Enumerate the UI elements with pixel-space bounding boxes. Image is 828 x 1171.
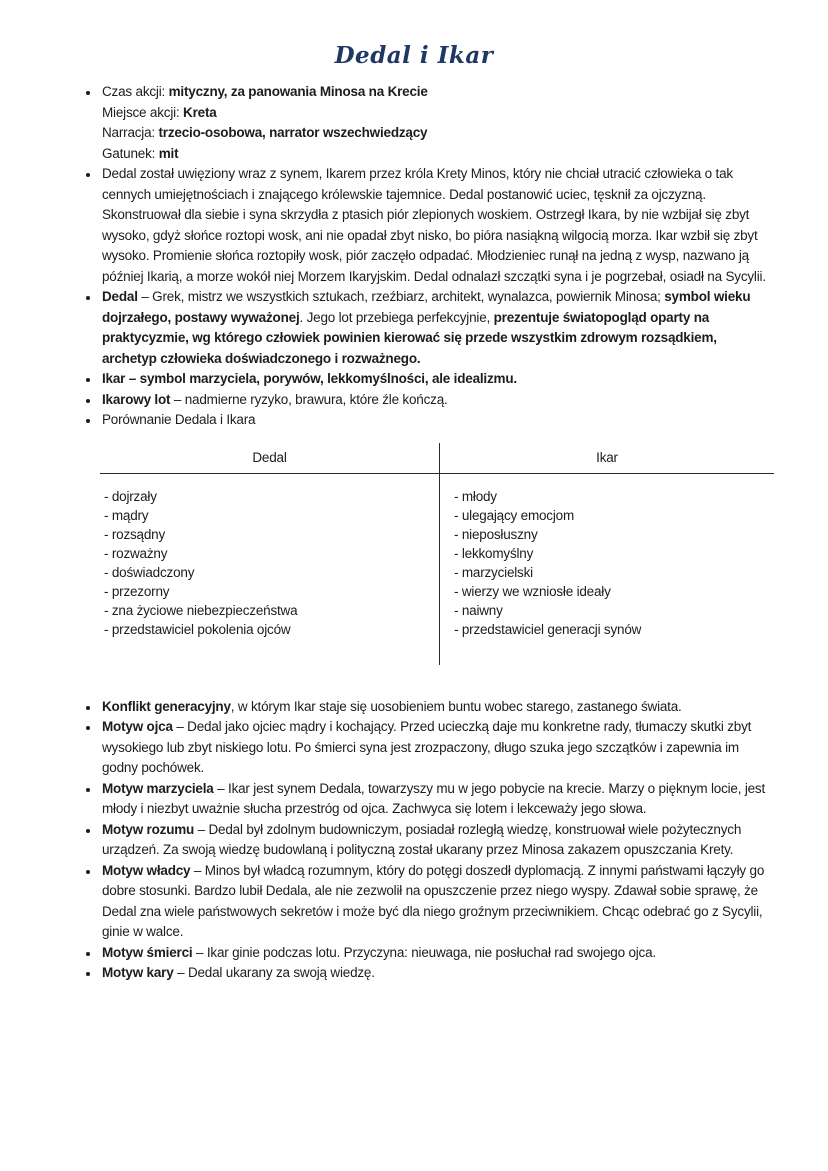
bullet-item	[100, 369, 774, 390]
bold-text: Motyw kary	[102, 965, 174, 980]
bullet-item	[100, 164, 774, 287]
text-line	[102, 164, 774, 287]
table-cell: - wierzy we wzniosłe ideały	[454, 583, 611, 599]
text: – Grek, mistrz we wszystkich sztukach, rzeźbiarz, architekt, wynalazca, powiernik Minosa;	[137, 289, 665, 304]
bold-text: mit	[158, 145, 179, 161]
text-line	[102, 717, 774, 779]
text-line	[102, 103, 774, 124]
table-cell: - doświadczony	[104, 564, 195, 580]
table-cell: - przedstawiciel generacji synów	[454, 621, 642, 637]
bold-text: symbol wieku dojrzałego, postawy wyważonej	[102, 289, 751, 325]
text: Miejsce akcji:	[102, 104, 184, 120]
bullet-item	[100, 779, 774, 820]
text: Dedal został uwięziony wraz z synem, Ikarem przez króla Krety Minos, który nie chciał utracić człowieka o tak cennych umiejętnościach i znającego królewskie tajemnice. Dedal postanowić uciec, tęsknił za ojczyzną. Skonstruował dla siebie i syna skrzydła z ptasich piór zlepionych woskiem. Ostrzegł Ikara, by nie wzbijał się zbyt wysoko, gdyż słońce roztopi wosk, ani nie opadał zbyt nisko, bo pióra nasiąkną wilgocią morza. Ikar wzbił się zbyt wysoko. Promienie słońca roztopiły wosk, piór zaczęło odpadać. Młodzieniec runął na jedną z wysp, nazwano ją później Ikarią, a morze wokół niej Morzem Ikaryjskim. Dedal odnalazł szczątki syna i je pogrzebał, osiadł na Sycylii.	[102, 166, 766, 284]
bold-text: Motyw śmierci	[102, 944, 193, 960]
table-header-ikar: Ikar	[440, 443, 774, 474]
bold-text: Dedal	[102, 289, 138, 304]
bold-text: Motyw ojca	[102, 719, 173, 734]
table-cell: - rozsądny	[104, 526, 166, 542]
table-cell: - dojrzały	[104, 488, 157, 504]
table-cell: - marzycielski	[454, 564, 533, 580]
text-line	[102, 369, 774, 390]
bullet-item	[100, 697, 774, 718]
text: – nadmierne ryzyko, brawura, które źle kończą.	[170, 391, 448, 407]
text-line	[102, 390, 774, 411]
text: , w którym Ikar staje się uosobieniem buntu wobec starego, zastanego świata.	[230, 698, 682, 714]
table-cell: - młody	[454, 488, 497, 504]
comparison-table	[100, 443, 774, 665]
bold-text: mityczny, za panowania Minosa na Krecie	[168, 84, 428, 99]
bold-text: Motyw rozumu	[102, 821, 195, 837]
text-line	[102, 779, 774, 820]
page-title: Dedal i Ikar	[334, 42, 494, 69]
bullet-item	[100, 82, 774, 164]
table-cell: - ulegający emocjom	[454, 507, 575, 523]
bold-text: Konflikt generacyjny	[102, 698, 231, 714]
table-cell: - zna życiowe niebezpieczeństwa	[104, 602, 298, 618]
text-line	[102, 410, 774, 431]
notes-list-bottom	[0, 697, 828, 984]
text: – Dedal jako ojciec mądry i kochający. Przed ucieczką daje mu konkretne rady, tłumaczy skutki zbyt wysokiego lub zbyt niskiego lotu. Po śmierci syna jest zrozpaczony, długo szuka jego szczątków i zapewnia im godny pochówek.	[102, 719, 752, 775]
bullet-item	[100, 717, 774, 779]
text-line	[102, 287, 774, 369]
text-line	[102, 123, 774, 144]
text: Gatunek:	[102, 145, 159, 161]
table-cell: - naiwny	[454, 602, 503, 618]
bold-text: trzecio-osobowa, narrator wszechwiedzący	[158, 125, 428, 140]
table-header-dedal: Dedal	[100, 443, 439, 474]
table-cells-dedal	[100, 474, 439, 665]
text: . Jego lot przebiega perfekcyjnie,	[299, 309, 494, 325]
text: Czas akcji:	[102, 84, 169, 99]
table-column-dedal	[100, 443, 440, 665]
table-cell: - mądry	[104, 507, 149, 523]
text: – Minos był władcą rozumnym, który do potęgi doszedł dyplomacją. Z innymi państwami łączyły go dobre stosunki. Bardzo lubił Dedala, ale nie zezwolił na opuszczenie przez niego wyspy. Zdawał sobie sprawę, że Dedal zna wiele państwowych sekretów i może być dla niego groźnym przeciwnikiem. Chcąc odebrać go z Sycylii, ginie w walce.	[102, 862, 765, 939]
text: – Dedal był zdolnym budowniczym, posiadał rozległą wiedzę, konstruował wiele pożytecznych urządzeń. Za swoją wiedzę budowlaną i polityczną został ukarany przez Minosa zakazem opuszczania Krety.	[102, 821, 742, 857]
bullet-item	[100, 963, 774, 984]
bold-text: Kreta	[183, 104, 217, 120]
text-line	[102, 697, 774, 718]
bullet-item	[100, 820, 774, 861]
text: Porównanie Dedala i Ikara	[102, 412, 256, 427]
table-column-ikar	[440, 443, 774, 665]
text: – Ikar ginie podczas lotu. Przyczyna: nieuwaga, nie posłuchał rad swojego ojca.	[192, 944, 656, 960]
text: – Dedal ukarany za swoją wiedzę.	[173, 965, 375, 980]
bullet-item	[100, 861, 774, 943]
table-cell: - przedstawiciel pokolenia ojców	[104, 621, 291, 637]
bold-text: Ikar – symbol marzyciela, porywów, lekkomyślności, ale idealizmu.	[102, 371, 517, 386]
text-line	[102, 963, 774, 984]
text: – Ikar jest synem Dedala, towarzyszy mu w jego pobycie na krecie. Marzy o pięknym locie, jest młody i niezbyt uważnie słucha przestróg od ojca. Zachwyca się lotem i lekceważy jego słowa.	[102, 780, 766, 816]
table-cell: - rozważny	[104, 545, 168, 561]
text-line	[102, 943, 774, 964]
table-cells-ikar	[440, 474, 774, 665]
bullet-item	[100, 943, 774, 964]
bold-text: prezentuje światopogląd oparty na praktycyzmie, wg którego człowiek powinien kierować się przede wszystkim zdrowym rozsądkiem, archetyp człowieka doświadczonego i rozważnego.	[102, 309, 717, 366]
bold-text: Motyw władcy	[102, 862, 191, 878]
table-cell: - przezorny	[104, 583, 170, 599]
table-cell: - nieposłuszny	[454, 526, 538, 542]
bold-text: Ikarowy lot	[102, 391, 171, 407]
bold-text: Motyw marzyciela	[102, 780, 214, 796]
text-line	[102, 82, 774, 103]
text: Narracja:	[102, 125, 159, 140]
bullet-item	[100, 390, 774, 411]
text-line	[102, 820, 774, 861]
notes-list-top	[0, 82, 828, 431]
table-cell: - lekkomyślny	[454, 545, 534, 561]
bullet-item	[100, 410, 774, 431]
bullet-item	[100, 287, 774, 369]
text-line	[102, 861, 774, 943]
text-line	[102, 144, 774, 165]
